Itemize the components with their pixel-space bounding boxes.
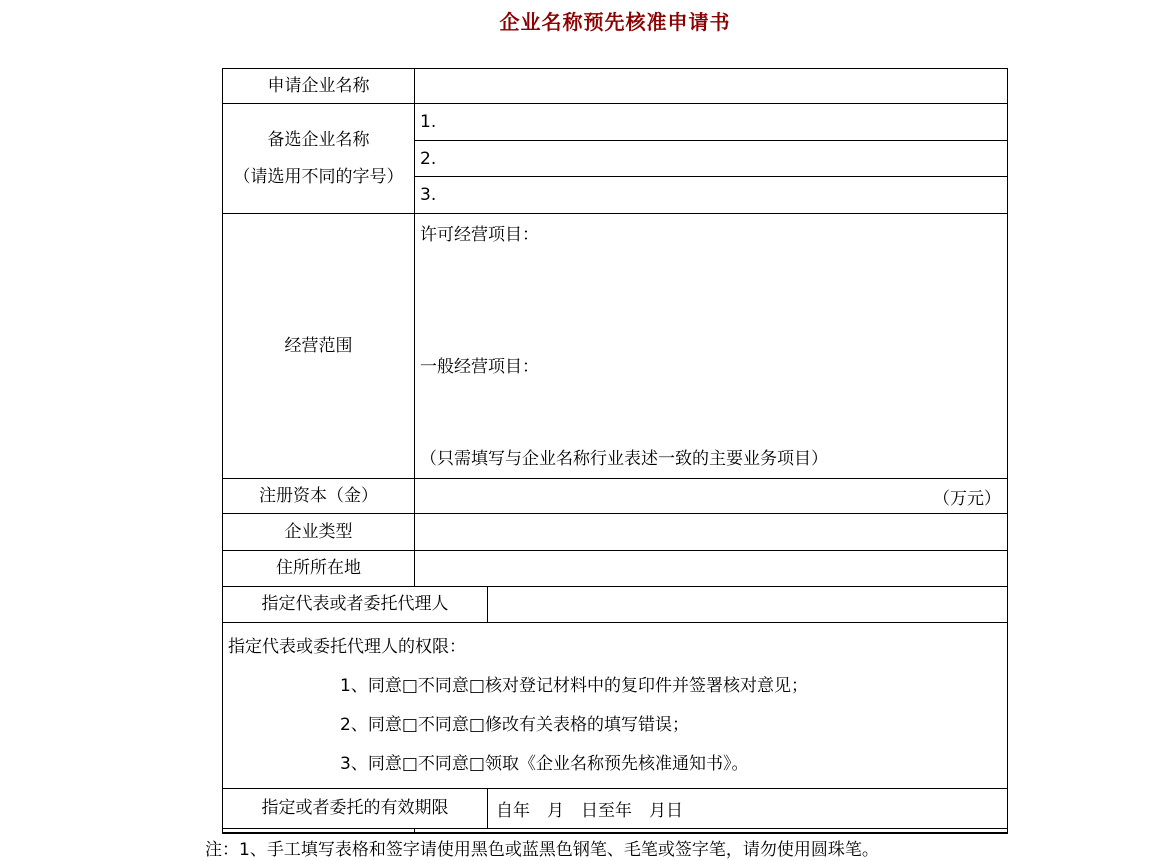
agree-label: 同意 xyxy=(367,676,402,696)
table-row xyxy=(223,587,1007,623)
table-bottom-spacer xyxy=(223,829,1007,832)
business-scope-field[interactable] xyxy=(415,214,1007,478)
row-label-text: 住所所在地 xyxy=(276,558,361,578)
validity-field[interactable] xyxy=(488,789,1007,828)
agree-label: 同意 xyxy=(367,754,402,774)
authority-heading: 指定代表或委托代理人的权限： xyxy=(228,637,466,657)
column-divider-stub xyxy=(223,829,415,832)
agree-checkbox[interactable]: □ xyxy=(401,676,418,696)
row-label-residence xyxy=(223,551,415,586)
row-label-registered-capital xyxy=(223,479,415,513)
row-label-subtext: （请选用不同的字号） xyxy=(233,166,404,187)
table-row xyxy=(223,514,1007,551)
row-label-business-scope xyxy=(223,214,415,478)
list-prefix: 2. xyxy=(420,148,437,169)
page-title: 企业名称预先核准申请书 xyxy=(499,10,731,34)
table-row xyxy=(223,789,1007,829)
list-prefix: 3. xyxy=(420,185,437,206)
disagree-checkbox[interactable]: □ xyxy=(468,676,485,696)
authority-line-1 xyxy=(228,671,1001,696)
authority-action-text: 领取《企业名称预先核准通知书》。 xyxy=(484,754,749,774)
general-items-label: 一般经营项目： xyxy=(420,357,539,377)
disagree-checkbox[interactable]: □ xyxy=(468,754,485,774)
application-form-table xyxy=(222,68,1008,834)
table-row xyxy=(223,104,1007,214)
agent-authority-cell xyxy=(223,623,1007,788)
row-label-validity xyxy=(223,789,488,828)
authority-line-2 xyxy=(228,710,1001,735)
row-label-alternative-names xyxy=(223,104,415,213)
capital-unit-label: （万元） xyxy=(933,488,1001,509)
alternative-name-field-1[interactable] xyxy=(415,104,1007,141)
disagree-label: 不同意 xyxy=(417,676,469,696)
agree-checkbox[interactable]: □ xyxy=(401,715,418,735)
row-label-text: 注册资本（金） xyxy=(259,485,378,506)
row-label-text: 指定或者委托的有效期限 xyxy=(261,798,449,818)
table-row xyxy=(223,551,1007,587)
alternative-name-field-2[interactable] xyxy=(415,141,1007,178)
business-scope-hint: （只需填写与企业名称行业表述一致的主要业务项目） xyxy=(420,449,828,469)
row-label-text: 备选企业名称 xyxy=(267,129,370,150)
disagree-checkbox[interactable]: □ xyxy=(468,715,485,735)
table-row xyxy=(223,214,1007,479)
agree-checkbox[interactable]: □ xyxy=(401,754,418,774)
authority-number: 1、 xyxy=(340,676,368,696)
table-row xyxy=(223,69,1007,104)
applied-name-field[interactable] xyxy=(415,69,1007,103)
authority-action-text: 修改有关表格的填写错误； xyxy=(484,715,689,735)
validity-value: 自年 月 日至年 月日 xyxy=(496,801,683,821)
bottom-note: 注：1、手工填写表格和签字请使用黑色或蓝黑色钢笔、毛笔或签字笔，请勿使用圆珠笔。 xyxy=(205,840,879,860)
list-prefix: 1. xyxy=(420,111,437,132)
disagree-label: 不同意 xyxy=(417,754,469,774)
row-label-applied-name xyxy=(223,69,415,103)
alternative-names-column xyxy=(415,104,1007,213)
licensed-items-label: 许可经营项目： xyxy=(420,225,539,245)
registered-capital-field[interactable] xyxy=(415,479,1007,513)
residence-field[interactable] xyxy=(415,551,1007,586)
authority-line-3 xyxy=(228,749,1001,774)
alternative-name-field-3[interactable] xyxy=(415,177,1007,213)
disagree-label: 不同意 xyxy=(417,715,469,735)
agree-label: 同意 xyxy=(367,715,402,735)
authority-number: 3、 xyxy=(340,754,368,774)
authority-number: 2、 xyxy=(340,715,368,735)
enterprise-type-field[interactable] xyxy=(415,514,1007,550)
table-row xyxy=(223,623,1007,789)
row-label-text: 指定代表或者委托代理人 xyxy=(261,594,449,614)
table-row xyxy=(223,479,1007,514)
agent-field[interactable] xyxy=(488,587,1007,622)
row-label-agent xyxy=(223,587,488,622)
row-label-text: 经营范围 xyxy=(284,335,353,356)
row-label-text: 企业类型 xyxy=(284,521,353,542)
authority-action-text: 核对登记材料中的复印件并签署核对意见； xyxy=(484,676,808,696)
row-label-enterprise-type xyxy=(223,514,415,550)
row-label-text: 申请企业名称 xyxy=(267,75,370,96)
